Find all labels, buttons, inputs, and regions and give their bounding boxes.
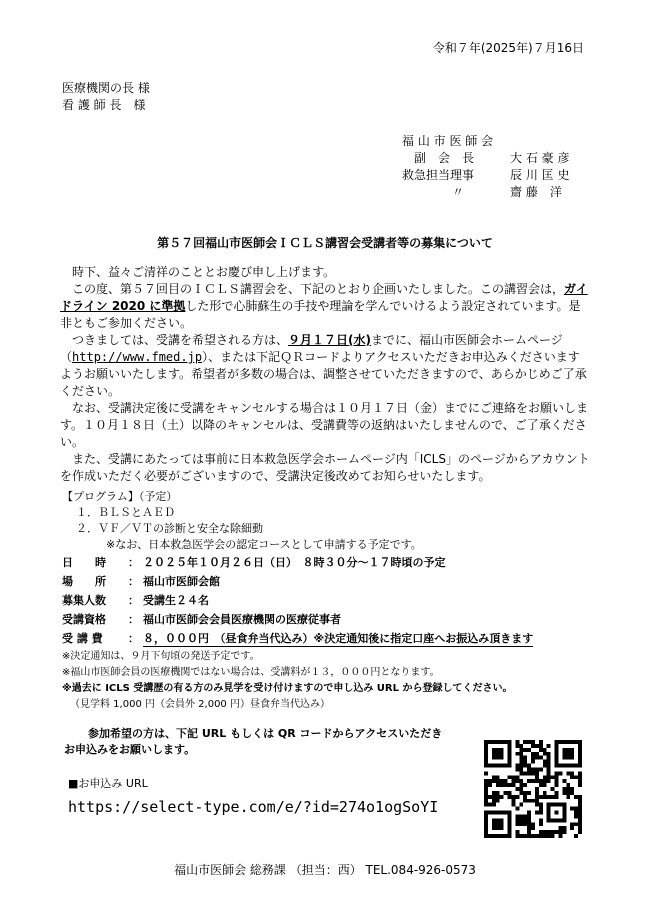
detail-colon-5: ：: [128, 632, 139, 645]
detail-colon-1: ：: [128, 556, 139, 569]
detail-colon-2: ：: [128, 575, 139, 588]
program-item-1: １．ＢＬＳとＡＥＤ: [76, 506, 175, 519]
homepage-link[interactable]: http://www.fmed.jp: [72, 350, 203, 364]
body-paragraph-4: なお、受講決定後に受講をキャンセルする場合は１０月１７日（金）までにご連絡をお願いします。１０月１８日（土）以降のキャンセルは、受講費等の返納はいたしませんので、ご了承ください。: [60, 401, 589, 449]
detail-label-eligibility: 受講資格: [62, 613, 106, 626]
detail-value-datetime: ２０２５年１０月２６日（日） ８時３０分～１７時頃の予定: [143, 556, 446, 569]
apply-line-2: お申込みをお願いします。: [64, 743, 196, 756]
detail-colon-3: ：: [128, 594, 139, 607]
document-date: 令和７年(2025年)７月16日: [432, 41, 584, 55]
detail-value-venue: 福山市医師会館: [143, 575, 220, 588]
program-item-2: ２．ＶＦ／ＶＴの診断と安全な除細動: [76, 522, 263, 535]
body-paragraph-1: 時下、益々ご清祥のこととお慶び申し上げます。: [72, 265, 336, 279]
guideline-emphasis: ガイドライン 2020 に準拠: [60, 282, 588, 313]
note-1: ※決定通知は、９月下旬頃の発送予定です。: [62, 651, 260, 662]
sender-role-1: 副 会 長: [414, 151, 475, 165]
qr-code[interactable]: [484, 740, 582, 838]
footer-contact: 福山市医師会 総務課 （担当：西） TEL.084-926-0573: [174, 863, 476, 877]
detail-label-venue: 場 所: [62, 575, 106, 588]
deadline-emphasis: ９月１７日(水): [288, 333, 371, 347]
sender-name-2: 辰 川 匡 史: [510, 168, 570, 182]
recipient-1: 医療機関の長 様: [62, 81, 150, 95]
detail-value-capacity: 受講生２４名: [143, 594, 209, 607]
detail-label-fee: 受 講 費: [62, 632, 103, 645]
sender-org: 福 山 市 医 師 会: [402, 134, 494, 148]
document-title: 第５７回福山市医師会ＩＣＬＳ講習会受講者等の募集について: [157, 236, 493, 250]
recipient-2: 看 護 師 長 様: [62, 98, 146, 112]
sender-role-3: 〃: [452, 185, 465, 199]
detail-colon-4: ：: [128, 613, 139, 626]
body-text: [60, 264, 590, 485]
body-paragraph-2: この度、第５７回目のＩＣＬＳ講習会を、下記のとおり企画いたしました。この講習会は，ガイドライン 2020 に準拠した形で心肺蘇生の手技や理論を学んでいけるよう設定されています。是非ともご参加ください。: [60, 282, 588, 330]
detail-label-datetime: 日 時: [62, 556, 106, 569]
detail-label-capacity: 募集人数: [62, 594, 106, 607]
sender-name-3: 齋 藤 洋: [510, 185, 562, 199]
sender-role-2: 救急担当理事: [402, 168, 475, 182]
body-paragraph-5: また、受講にあたっては事前に日本救急医学会ホームページ内「ICLS」のページからアカウントを作成いただく必要がございますので、受講決定後改めてお知らせいたします。: [60, 452, 590, 483]
program-note: ※なお、日本救急医学会の認定コースとして申請する予定です。: [106, 538, 422, 551]
detail-value-fee: ８，０００円 （昼食弁当代込み）※決定通知後に指定口座へお振込み頂きます: [143, 632, 534, 645]
note-2: ※福山市医師会員の医療機関ではない場合は、受講料が１３，０００円となります。: [62, 667, 440, 678]
note-4: （見学料 1,000 円（会員外 2,000 円）昼食弁当代込み）: [70, 699, 330, 710]
apply-url[interactable]: https://select-type.com/e/?id=274o1ogSoYI: [68, 798, 439, 816]
note-3: ※過去に ICLS 受講歴の有る方のみ見学を受け付けますので申し込み URL から登録してください。: [62, 683, 513, 694]
sender-name-1: 大 石 豪 彦: [510, 151, 570, 165]
apply-url-label: ■お申込み URL: [68, 777, 148, 790]
program-heading: 【プログラム】（予定）: [62, 490, 178, 503]
body-paragraph-3: つきましては、受講を希望される方は、９月１７日(水)までに、福山市医師会ホームページ（http://www.fmed.jp）、または下記ＱＲコードよりアクセスいただきお申込みくださいますようお願いいたします。希望者が多数の場合は、調整させていただきますので、あらかじめご了承ください。: [60, 333, 587, 398]
detail-value-eligibility: 福山市医師会会員医療機関の医療従事者: [143, 613, 341, 626]
apply-line-1: 参加希望の方は、下記 URL もしくは QR コードからアクセスいただき: [88, 727, 443, 740]
